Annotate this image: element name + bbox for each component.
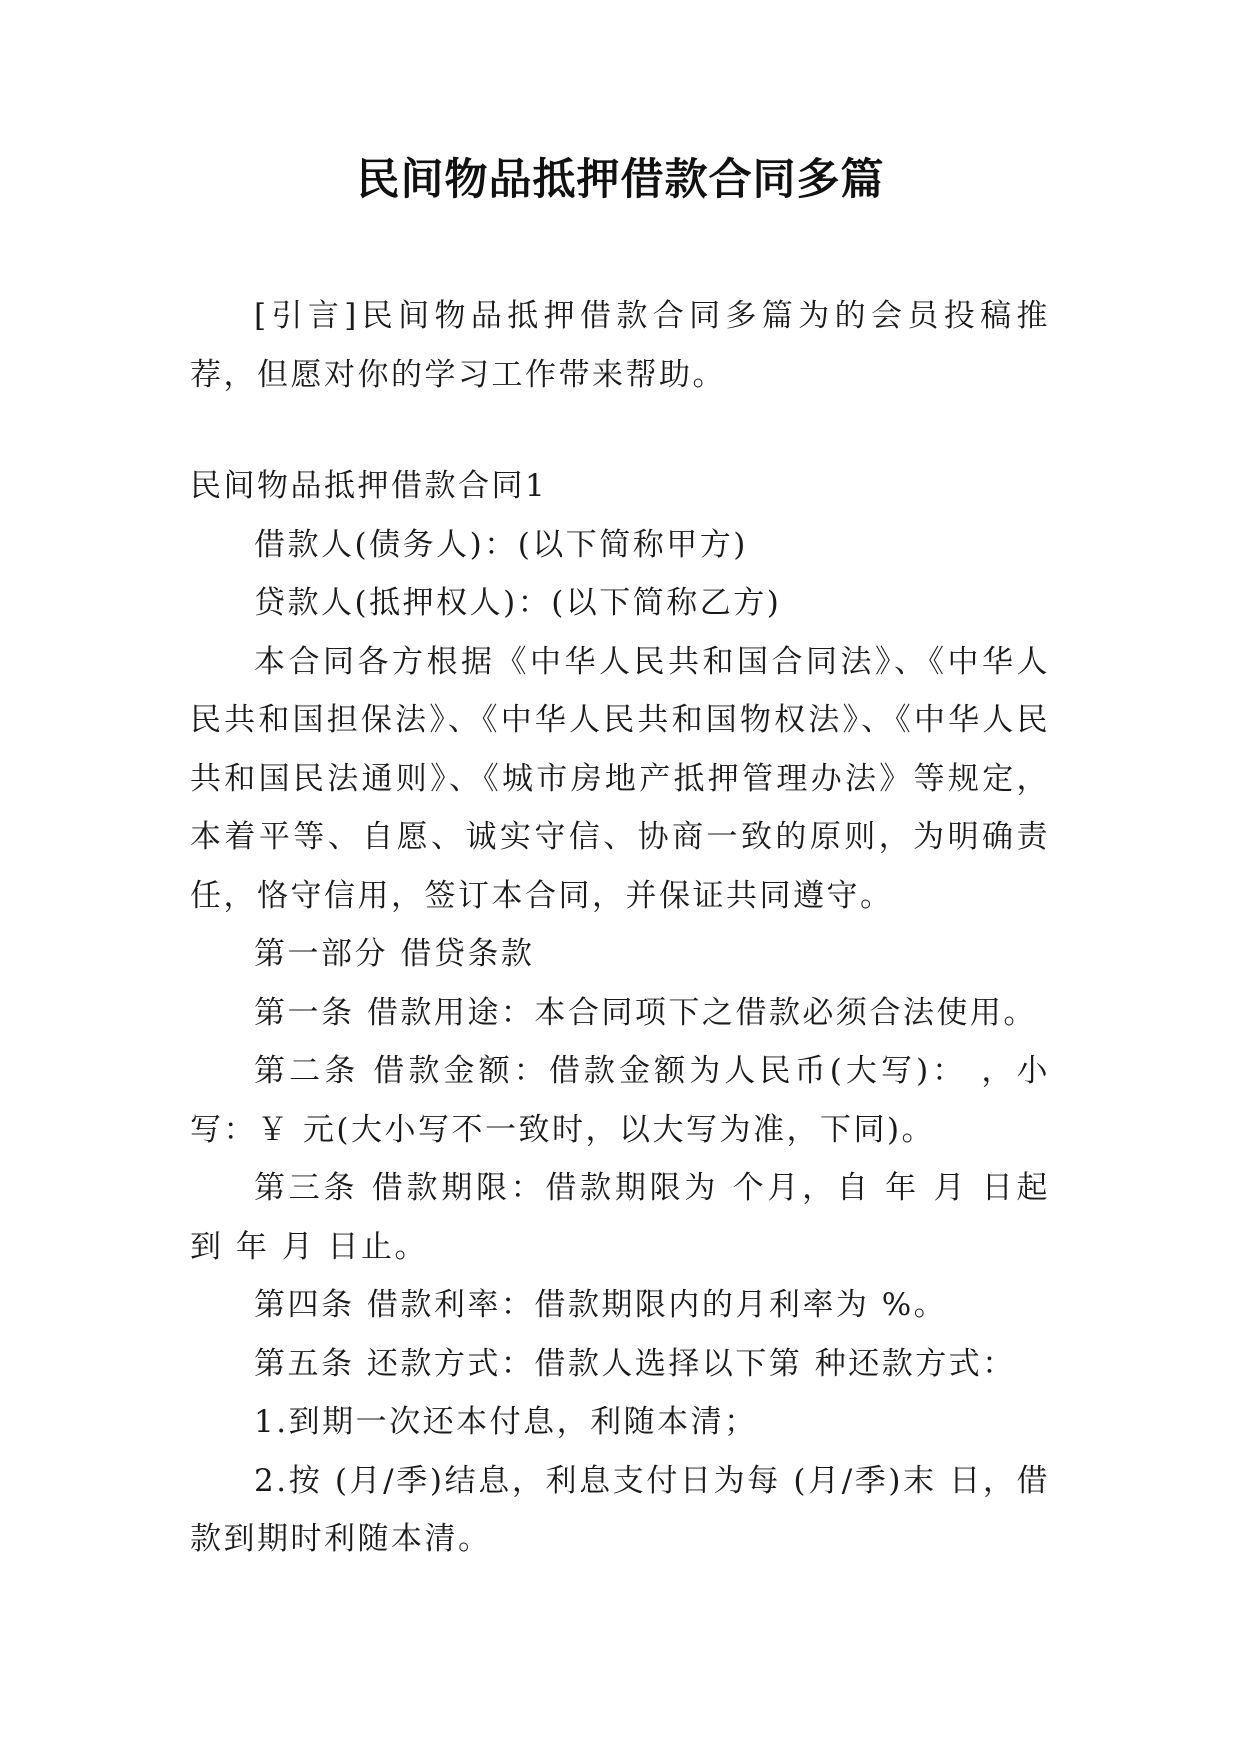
spacer <box>190 404 1050 457</box>
repayment-option-2: 2.按 (月/季)结息，利息支付日为每 (月/季)末 日，借款到期时利随本清。 <box>190 1462 1050 1557</box>
article-2: 第二条 借款金额：借款金额为人民币(大写)： ，小写：￥ 元(大小写不一致时，以大写为准，下同)。 <box>190 1053 1050 1148</box>
document-title: 民间物品抵押借款合同多篇 <box>356 155 885 205</box>
section-heading: 民间物品抵押借款合同1 <box>190 468 548 504</box>
article-5: 第五条 还款方式：借款人选择以下第 种还款方式： <box>254 1345 1016 1382</box>
lender-line: 贷款人(抵押权人)：(以下简称乙方) <box>254 585 782 621</box>
article-4: 第四条 借款利率：借款期限内的月利率为 %。 <box>254 1287 948 1323</box>
intro-paragraph: [引言]民间物品抵押借款合同多篇为的会员投稿推荐，但愿对你的学习工作带来帮助。 <box>190 298 1050 393</box>
document-body <box>190 287 1050 1569</box>
part-heading: 第一部分 借贷条款 <box>254 936 535 972</box>
article-1: 第一条 借款用途：本合同项下之借款必须合法使用。 <box>254 994 1037 1031</box>
preamble-paragraph: 本合同各方根据《中华人民共和国合同法》、《中华人民共和国担保法》、《中华人民共和国物权法》、《中华人民共和国民法通则》、《城市房地产抵押管理办法》等规定，本着平等、自愿、诚实守信、协商一致的原则，为明确责任，恪守信用，签订本合同，并保证共同遵守。 <box>190 643 1050 914</box>
article-3: 第三条 借款期限：借款期限为 个月，自 年 月 日起到 年 月 日止。 <box>190 1170 1050 1265</box>
borrower-line: 借款人(债务人)：(以下简称甲方) <box>254 526 748 563</box>
repayment-option-1: 1.到期一次还本付息，利随本清； <box>254 1404 758 1440</box>
